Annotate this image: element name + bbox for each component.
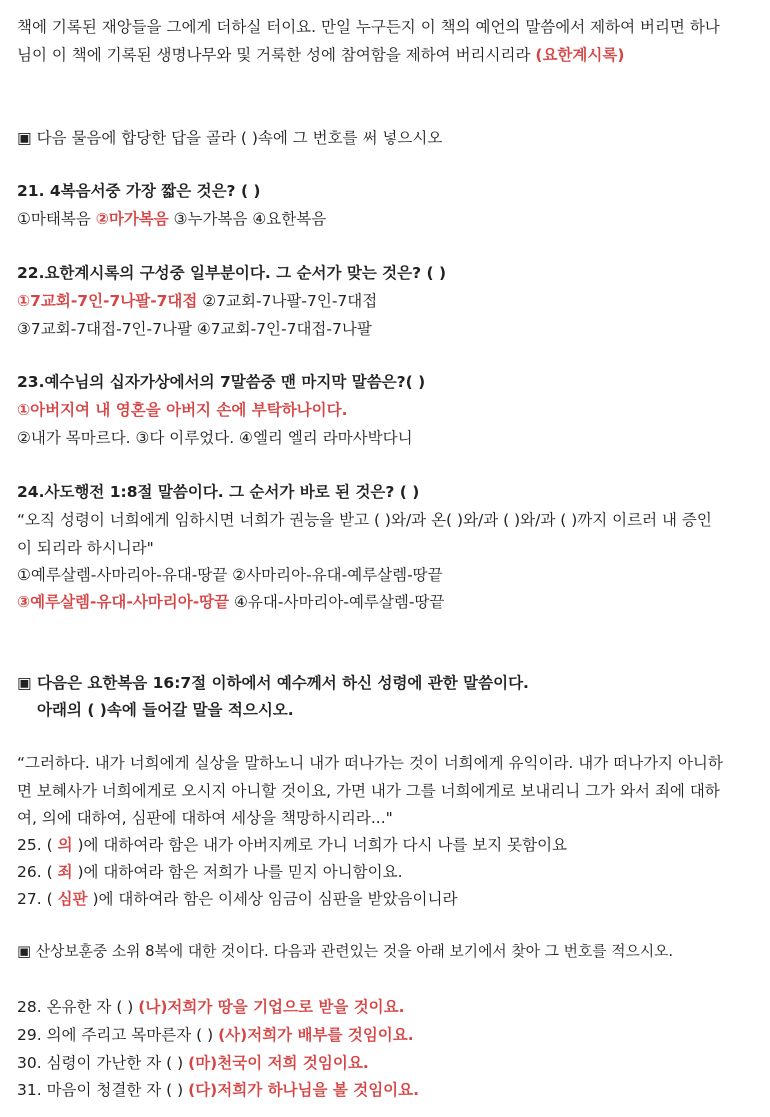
q24-quote-2: 이 되리라 하시니라" bbox=[17, 539, 154, 557]
q24-quote-1: “오직 성령이 너희에게 임하시면 너희가 권능을 받고 ( )와/과 온( )와/과 ( )와/과 ( )까지 이르러 내 증인 bbox=[17, 511, 712, 529]
q26-prefix: 26. ( bbox=[17, 863, 58, 881]
q21-answer: ②마가복음 bbox=[95, 210, 169, 228]
q26-suffix: )에 대하여라 함은 저희가 나를 믿지 아니함이요. bbox=[72, 863, 403, 881]
q27-suffix: )에 대하여라 함은 이세상 임금이 심판을 받았음이니라 bbox=[87, 890, 458, 908]
q24-option-4: ④유대-사마리아-예루살렘-땅끝 bbox=[229, 593, 445, 611]
q24-question: 24.사도행전 1:8절 말씀이다. 그 순서가 바로 된 것은? ( ) bbox=[17, 483, 420, 501]
q28-prefix: 28. 온유한 자 ( ) bbox=[17, 998, 139, 1016]
q25-line bbox=[17, 834, 760, 856]
section2-title-2: 아래의 ( )속에 들어갈 말을 적으시오. bbox=[37, 701, 294, 719]
q31-answer: (다)저희가 하나님을 볼 것임이요. bbox=[188, 1081, 420, 1099]
intro-reference: (요한계시록) bbox=[535, 46, 625, 64]
section2-quote-3: 여, 의에 대하여, 심판에 대하여 세상을 책망하시리라..." bbox=[17, 809, 393, 827]
q25-suffix: )에 대하여라 함은 내가 아버지께로 가니 너희가 다시 나를 보지 못함이요 bbox=[72, 836, 568, 854]
intro-line-1: 책에 기록된 재앙들을 그에게 더하실 터이요. 만일 누구든지 이 책의 예언의 말씀에서 제하여 버리면 하나 bbox=[17, 18, 720, 36]
q29-line bbox=[17, 1024, 760, 1046]
q26-answer: 죄 bbox=[57, 863, 73, 881]
q25-answer: 의 bbox=[57, 836, 73, 854]
q23-answer: ①아버지여 내 영혼을 아버지 손에 부탁하나이다. bbox=[17, 401, 348, 419]
q24-options-1: ①예루살렘-사마리아-유대-땅끝 ②사마리아-유대-예루살렘-땅끝 bbox=[17, 566, 443, 584]
q30-line bbox=[17, 1052, 760, 1074]
q27-line bbox=[17, 888, 760, 910]
intro-line-2 bbox=[17, 44, 760, 66]
q22-options-1 bbox=[17, 290, 760, 312]
q28-line bbox=[17, 996, 760, 1018]
q22-options-2: ③7교회-7대접-7인-7나팔 ④7교회-7인-7대접-7나팔 bbox=[17, 320, 372, 338]
q31-prefix: 31. 마음이 청결한 자 ( ) bbox=[17, 1081, 189, 1099]
q22-option-2: ②7교회-7나팔-7인-7대접 bbox=[197, 292, 378, 310]
section2-quote-1: “그러하다. 내가 너희에게 실상을 말하노니 내가 떠나가는 것이 너희에게 유익이라. 내가 떠나가지 아니하 bbox=[17, 754, 723, 772]
q28-answer: (나)저희가 땅을 기업으로 받을 것이요. bbox=[138, 998, 405, 1016]
section2-title-1: ▣ 다음은 요한복음 16:7절 이하에서 예수께서 하신 성령에 관한 말씀이다. bbox=[17, 674, 529, 692]
q30-answer: (마)천국이 저희 것임이요. bbox=[188, 1054, 369, 1072]
q26-line bbox=[17, 861, 760, 883]
q21-option-1: ①마태복음 bbox=[17, 210, 96, 228]
q24-options-2 bbox=[17, 591, 760, 613]
intro-line-2-text: 님이 이 책에 기록된 생명나무와 및 거룩한 성에 참여함을 제하여 버리시리라 bbox=[17, 46, 536, 64]
q21-options bbox=[17, 208, 760, 230]
q27-prefix: 27. ( bbox=[17, 890, 58, 908]
q22-answer: ①7교회-7인-7나팔-7대접 bbox=[17, 292, 198, 310]
section2-quote-2: 면 보혜사가 너희에게로 오시지 아니할 것이요, 가면 내가 그를 너희에게로 보내리니 그가 와서 죄에 대하 bbox=[17, 782, 720, 800]
q29-prefix: 29. 의에 주리고 목마른자 ( ) bbox=[17, 1026, 219, 1044]
q31-line bbox=[17, 1079, 760, 1101]
q25-prefix: 25. ( bbox=[17, 836, 58, 854]
q30-prefix: 30. 심령이 가난한 자 ( ) bbox=[17, 1054, 189, 1072]
q22-question: 22.요한계시록의 구성중 일부분이다. 그 순서가 맞는 것은? ( ) bbox=[17, 264, 447, 282]
q24-answer: ③예루살렘-유대-사마리아-땅끝 bbox=[17, 593, 230, 611]
q23-question: 23.예수님의 십자가상에서의 7말씀중 맨 마지막 말씀은?( ) bbox=[17, 373, 426, 391]
q27-answer: 심판 bbox=[57, 890, 88, 908]
q23-options: ②내가 목마르다. ③다 이루었다. ④엘리 엘리 라마사박다니 bbox=[17, 429, 413, 447]
q21-question: 21. 4복음서중 가장 짧은 것은? ( ) bbox=[17, 182, 261, 200]
section1-title: ▣ 다음 물음에 합당한 답을 골라 ( )속에 그 번호를 써 넣으시오 bbox=[17, 129, 443, 147]
section3-title: ▣ 산상보훈중 소위 8복에 대한 것이다. 다음과 관련있는 것을 아래 보기에서 찾아 그 번호를 적으시오. bbox=[17, 943, 674, 960]
q21-option-rest: ③누가복음 ④요한복음 bbox=[168, 210, 327, 228]
q29-answer: (사)저희가 배부를 것임이요. bbox=[218, 1026, 414, 1044]
